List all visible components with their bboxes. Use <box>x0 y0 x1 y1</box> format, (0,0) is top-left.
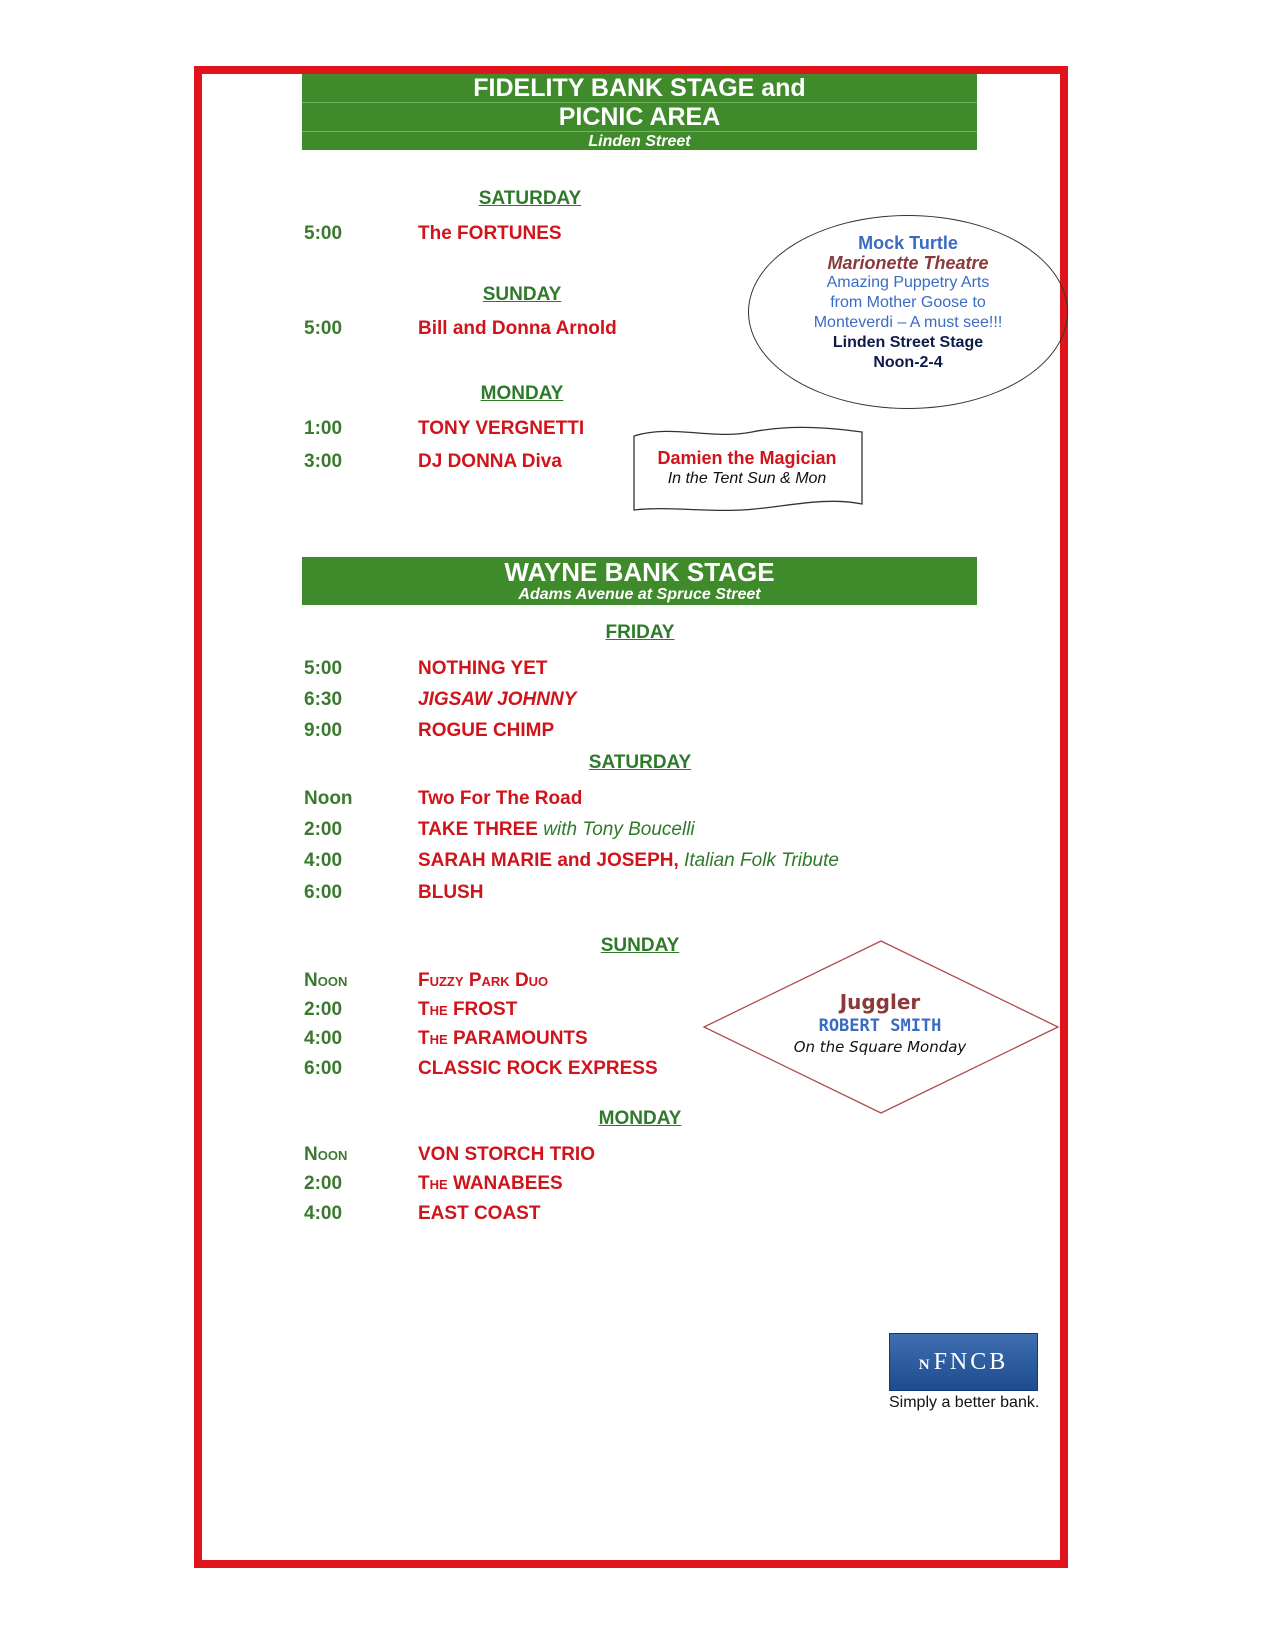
stage2-fri-act-1: NOTHING YET <box>418 658 548 679</box>
stage2-mon-act-3: EAST COAST <box>418 1203 541 1224</box>
stage2-mon-act-1: VON STORCH TRIO <box>418 1144 595 1165</box>
stage2-sat-act-3-name: SARAH MARIE and JOSEPH, <box>418 850 679 871</box>
juggler-line1: Juggler <box>839 990 921 1014</box>
stage2-sat-time-3: 4:00 <box>304 850 343 871</box>
stage2-title: WAYNE BANK STAGE <box>504 557 775 587</box>
stage1-mon-act-1: TONY VERGNETTI <box>418 418 585 439</box>
stage2-sat-act-3 <box>418 850 839 872</box>
stage2-fri-act-2: JIGSAW JOHNNY <box>418 689 577 710</box>
stage2-sat-act-2-note: with Tony Boucelli <box>543 819 695 840</box>
stage1-sat-time: 5:00 <box>304 223 343 244</box>
stage2-sun-time-3: 4:00 <box>304 1028 343 1049</box>
fncb-logo-text: FNCB <box>933 1349 1009 1375</box>
stage2-sat-act-4: BLUSH <box>418 882 484 903</box>
juggler-line3: On the Square Monday <box>793 1038 967 1056</box>
stage2-sun-act-1: Fuzzy Park Duo <box>418 970 549 991</box>
stage2-sat-act-2 <box>418 819 695 841</box>
stage2-mon-time-3: 4:00 <box>304 1203 343 1224</box>
marionette-line1: Mock Turtle <box>858 233 958 253</box>
stage1-sun-time: 5:00 <box>304 318 343 339</box>
marionette-line6: Linden Street Stage <box>832 334 984 351</box>
stage2-sun-act-3: The PARAMOUNTS <box>418 1028 588 1049</box>
stage2-day-friday: FRIDAY <box>605 622 675 643</box>
stage2-sat-act-1: Two For The Road <box>418 788 583 809</box>
stage2-sat-act-2-name: TAKE THREE <box>418 819 538 840</box>
stage2-sun-act-4: CLASSIC ROCK EXPRESS <box>418 1058 658 1079</box>
stage2-day-sunday: SUNDAY <box>600 935 680 956</box>
stage1-sun-act: Bill and Donna Arnold <box>418 318 617 339</box>
stage2-sat-act-3-note: Italian Folk Tribute <box>684 850 839 871</box>
stage2-sun-act-2: The FROST <box>418 999 518 1020</box>
marionette-line5: Monteverdi – A must see!!! <box>813 314 1003 331</box>
stage2-sat-time-4: 6:00 <box>304 882 343 903</box>
stage2-fri-act-3: ROGUE CHIMP <box>418 720 555 741</box>
marionette-callout <box>748 215 1068 409</box>
magician-title: Damien the Magician <box>657 448 837 468</box>
stage1-day-sunday: SUNDAY <box>482 284 562 305</box>
marionette-line3: Amazing Puppetry Arts <box>826 274 990 291</box>
stage1-banner <box>302 74 977 150</box>
stage2-mon-time-2: 2:00 <box>304 1173 343 1194</box>
juggler-callout <box>760 990 1000 1056</box>
stage2-banner <box>302 557 977 605</box>
sponsor-tagline: Simply a better bank. <box>889 1394 1040 1411</box>
magician-callout <box>632 448 862 488</box>
marionette-line4: from Mother Goose to <box>830 294 986 311</box>
stage2-sat-time-2: 2:00 <box>304 819 343 840</box>
stage2-mon-act-2: The WANABEES <box>418 1173 563 1194</box>
stage2-sun-time-4: 6:00 <box>304 1058 343 1079</box>
stage1-mon-time-1: 1:00 <box>304 418 343 439</box>
stage1-title-line1: FIDELITY BANK STAGE and <box>302 74 977 103</box>
stage1-title-line2: PICNIC AREA <box>302 103 977 132</box>
stage1-day-saturday: SATURDAY <box>478 188 582 209</box>
stage2-fri-time-2: 6:30 <box>304 689 343 710</box>
juggler-line2: ROBERT SMITH <box>818 1016 942 1036</box>
stage2-sun-time-2: 2:00 <box>304 999 343 1020</box>
stage1-location: Linden Street <box>588 133 691 150</box>
stage2-mon-time-1: Noon <box>304 1144 348 1165</box>
marionette-line7: Noon-2-4 <box>873 354 943 371</box>
stage1-sat-act: The FORTUNES <box>418 223 562 244</box>
stage1-mon-time-2: 3:00 <box>304 451 343 472</box>
stage1-mon-act-2: DJ DONNA Diva <box>418 451 562 472</box>
magician-subtitle: In the Tent Sun & Mon <box>667 470 827 487</box>
stage1-day-monday: MONDAY <box>480 383 564 404</box>
stage2-location: Adams Avenue at Spruce Street <box>518 586 761 603</box>
stage2-sat-time-1: Noon <box>304 788 353 809</box>
stage2-fri-time-3: 9:00 <box>304 720 343 741</box>
stage2-day-saturday: SATURDAY <box>588 752 692 773</box>
stage2-sun-time-1: Noon <box>304 970 348 991</box>
fncb-logo-mark: N <box>918 1357 930 1373</box>
marionette-line2: Marionette Theatre <box>827 253 989 273</box>
stage2-day-monday: MONDAY <box>598 1108 682 1129</box>
stage2-fri-time-1: 5:00 <box>304 658 343 679</box>
fncb-logo <box>889 1333 1038 1391</box>
